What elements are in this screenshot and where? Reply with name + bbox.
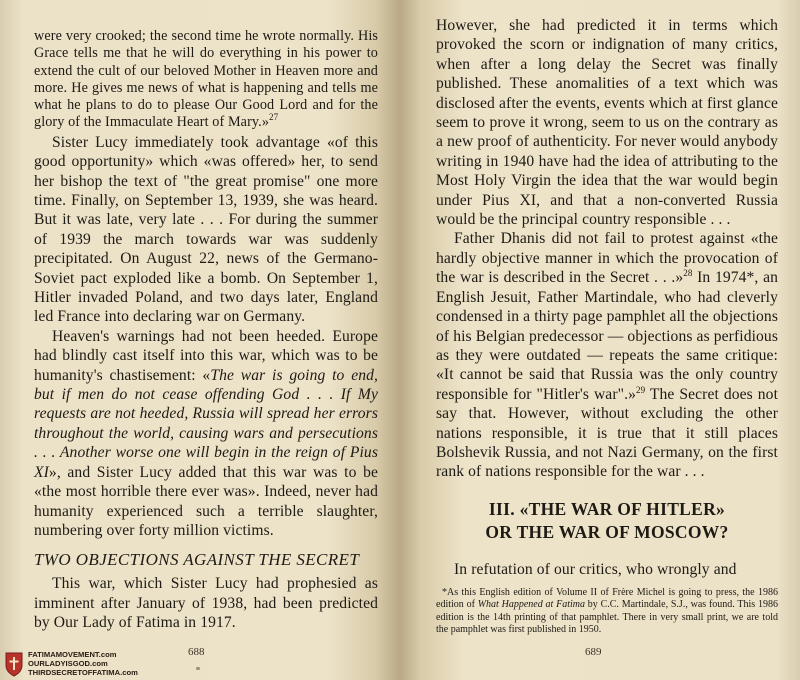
paragraph: This war, which Sister Lucy had prophesied as imminent after January of 1938, had been predicted by Our Lady of Fatima in 1917. <box>34 575 378 632</box>
page-number: 689 <box>585 646 602 658</box>
footnote: *As this English edition of Volume II of Frère Michel is going to press, the 1986 edition of What Happened at Fatima by C.C. Martindale, S.J., was found. This 1986 edition is the 14th printing of that pamphlet. There in very small print, we are told the pamphlet was first published in 1950. <box>436 587 778 636</box>
paragraph: Sister Lucy immediately took advantage «of this good opportunity» which «was offered» her, to send her bishop the text of "the great promise" one more time. Finally, on September 13, 1939, she was heard. But it was late, very late . . . For during the summer of 1939 the march towards war was suddenly precipitated. On August 22, news of the Germano-Soviet pact exploded like a bomb. On September 1, Hitler invaded Poland, and two days later, England led France into declaring war on Germany. <box>34 133 378 326</box>
footnote-book-title: What Happened at Fatima <box>477 599 585 611</box>
page-number: 688 <box>188 646 205 658</box>
right-page <box>400 0 800 680</box>
footnote-ref-28: 28 <box>683 268 693 279</box>
chapter-heading: III. «THE WAR OF HITLER» OR THE WAR OF MOSCOW? <box>485 498 729 542</box>
paragraph: In refutation of our critics, who wrongly and <box>454 560 737 578</box>
watermark <box>4 650 138 677</box>
paragraph: Father Dhanis did not fail to protest against «the hardly objective manner in which the provocation of the war is described in the Secret . . .»$^{28}$ In 1974*, an English Jesuit, Father Martindale, who had cleverly condensed in a thirty page pamphlet all the objections of his Belgian predecessor — objections as perfidious as they were outdated — repeats the same critique: «It cannot be said that Russia was the only country responsible for "Hitler's war".»$^{29}$ The Secret does not say that. However, without excluding the other nations responsible, it is true that it still places Bolshevik Russia, and not Nazi Germany, on the first rank of nations responsible for the war . . . <box>436 230 779 481</box>
paragraph: However, she had predicted it in terms which provoked the scorn or indignation of many critics, when after a long delay the Secret was finally published. These anomalities of a text which was disclosed after the events, events which at first glance seem to prove it wrong, seem to us on the contrary as a new proof of authenticity. For never would anybody writing in 1940 have had the idea of attributing to the Most Holy Virgin the idea that the war would begin under Pius XI, and that a non-converted Russia would be the principal country responsible . . . <box>436 17 778 229</box>
watermark-text: FATIMAMOVEMENT.com OURLADYISGOD.com THIRDSECRETOFFATIMA.com <box>28 650 138 677</box>
crest-icon <box>4 651 24 677</box>
section-heading: TWO OBJECTIONS AGAINST THE SECRET <box>34 550 360 570</box>
footnote-ref-27: 27 <box>269 112 279 123</box>
quote-continuation: were very crooked; the second time he wrote normally. His Grace tells me that he will do everything in his power to extend the cult of our beloved Mother in Heaven more and more. He gives me news of what is happening and tells me what he plans to do to please Our Good Lord and for the glory of the Immaculate Heart of Mary.»$^{27}$ <box>34 28 378 131</box>
paragraph: Heaven's warnings had not been heeded. Europe had blindly cast itself into this war, which was to be humanity's chastisement: «The war is going to end, but if men do not cease offending God . . . If My requests are not heeded, Russia will spread her errors throughout the world, causing wars and persecutions . . . Another worse one will begin in the reign of Pius XI», and Sister Lucy added that this war was to be «the most horrible there ever was». Indeed, never had humanity experienced such a terrible slaughter, numbering over forty million victims. <box>34 327 379 539</box>
italic-quote: The war is going to end, but if men do not cease offending God . . . If My requests are not heeded, Russia will spread her errors throughout the world, causing wars and persecutions . . . Another worse one will begin in the reign of Pius XI <box>34 366 379 481</box>
page-mark <box>196 667 200 670</box>
footnote-ref-29: 29 <box>636 384 646 395</box>
